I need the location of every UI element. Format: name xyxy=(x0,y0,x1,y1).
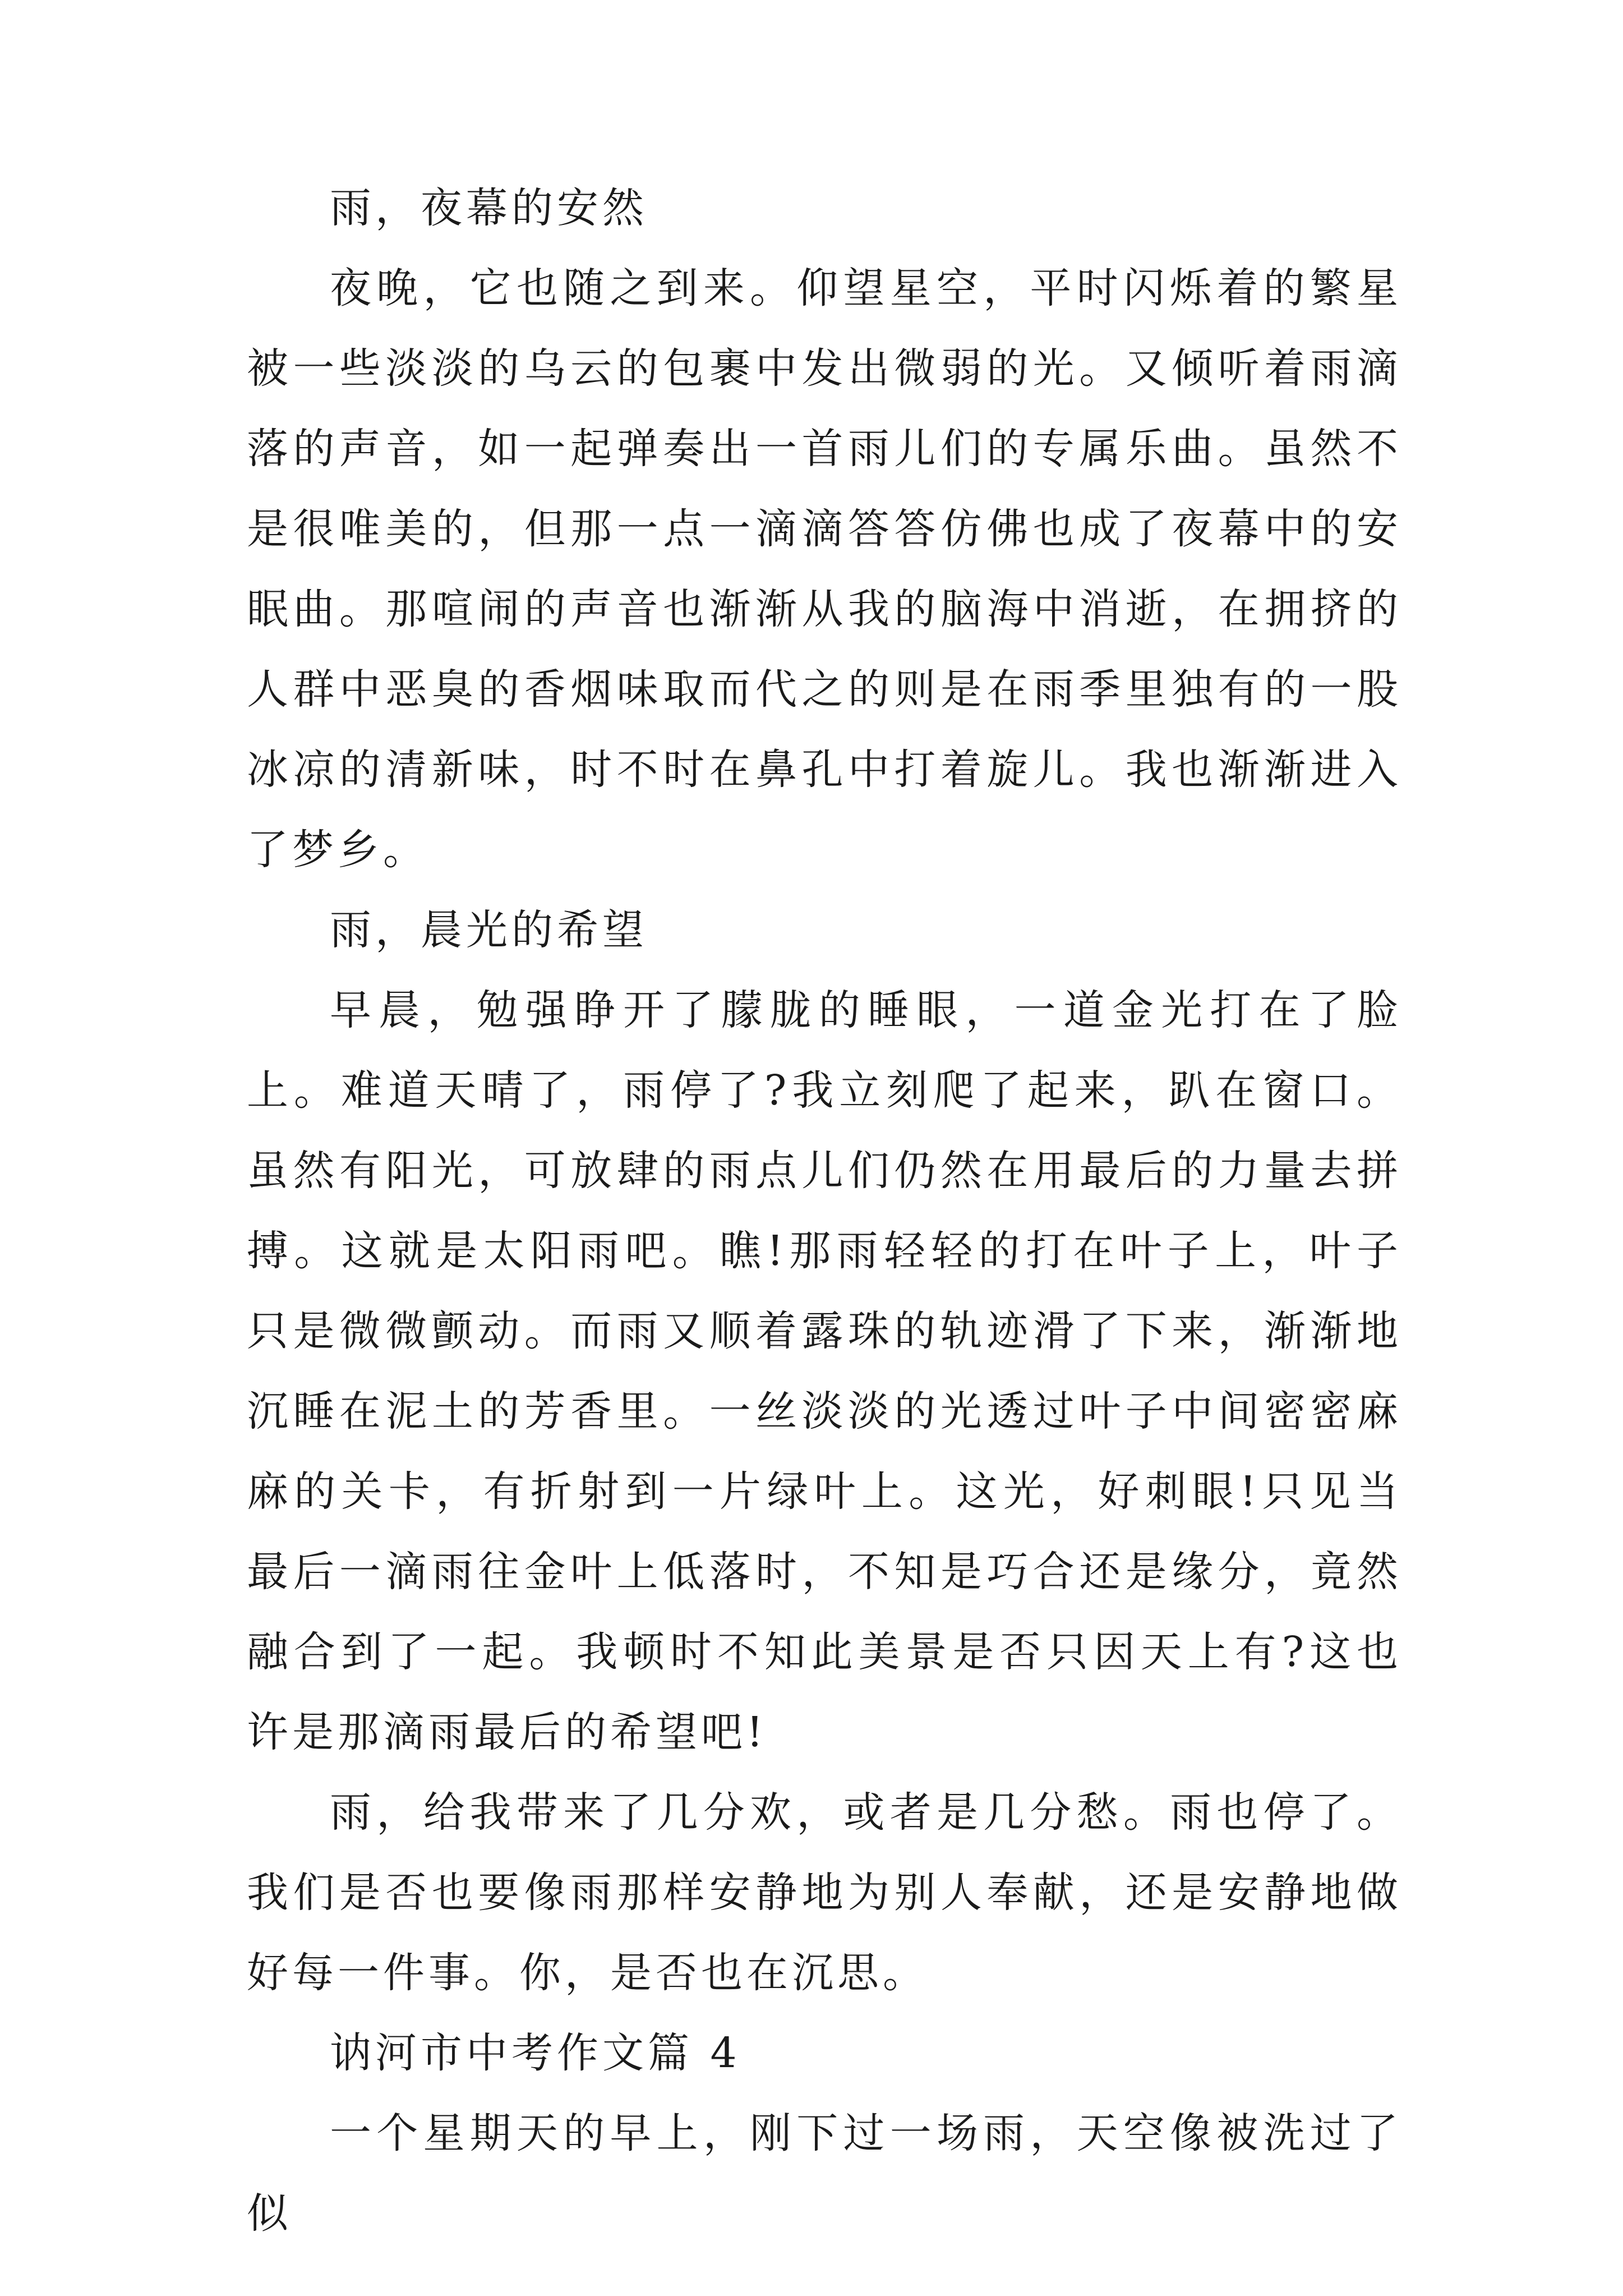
paragraph-night: 夜晚，它也随之到来。仰望星空，平时闪烁着的繁星被一些淡淡的乌云的包裹中发出微弱的光。又倾听着雨滴落的声音，如一起弹奏出一首雨儿们的专属乐曲。虽然不是很唯美的，但那一点一滴滴答答仿佛也成了夜幕中的安眠曲。那喧闹的声音也渐渐从我的脑海中消逝，在拥挤的人群中恶臭的香烟味取而代之的则是在雨季里独有的一股冰凉的清新味，时不时在鼻孔中打着旋儿。我也渐渐进入了梦乡。 xyxy=(247,264,1402,874)
paragraph-conclusion: 雨，给我带来了几分欢，或者是几分愁。雨也停了。我们是否也要像雨那样安静地为别人奉献，还是安静地做好每一件事。你，是否也在沉思。 xyxy=(247,1788,1402,1997)
section-heading-night-rain: 雨，夜幕的安然 xyxy=(330,184,648,232)
section-heading-morning-rain: 雨，晨光的希望 xyxy=(330,906,648,954)
article-body xyxy=(247,168,1402,2254)
essay-title-part-4: 讷河市中考作文篇 4 xyxy=(330,2029,741,2077)
paragraph-morning: 早晨，勉强睁开了朦胧的睡眼，一道金光打在了脸上。难道天晴了，雨停了?我立刻爬了起来，趴在窗口。虽然有阳光，可放肆的雨点儿们仍然在用最后的力量去拼搏。这就是太阳雨吧。瞧!那雨轻轻的打在叶子上，叶子只是微微颤动。而雨又顺着露珠的轨迹滑了下来，渐渐地沉睡在泥土的芳香里。一丝淡淡的光透过叶子中间密密麻麻的关卡，有折射到一片绿叶上。这光，好刺眼!只见当最后一滴雨往金叶上低落时，不知是巧合还是缘分，竟然融合到了一起。我顿时不知此美景是否只因天上有?这也许是那滴雨最后的希望吧! xyxy=(247,986,1402,1756)
paragraph-sunday-morning: 一个星期天的早上，刚下过一场雨，天空像被洗过了似 xyxy=(247,2109,1402,2238)
